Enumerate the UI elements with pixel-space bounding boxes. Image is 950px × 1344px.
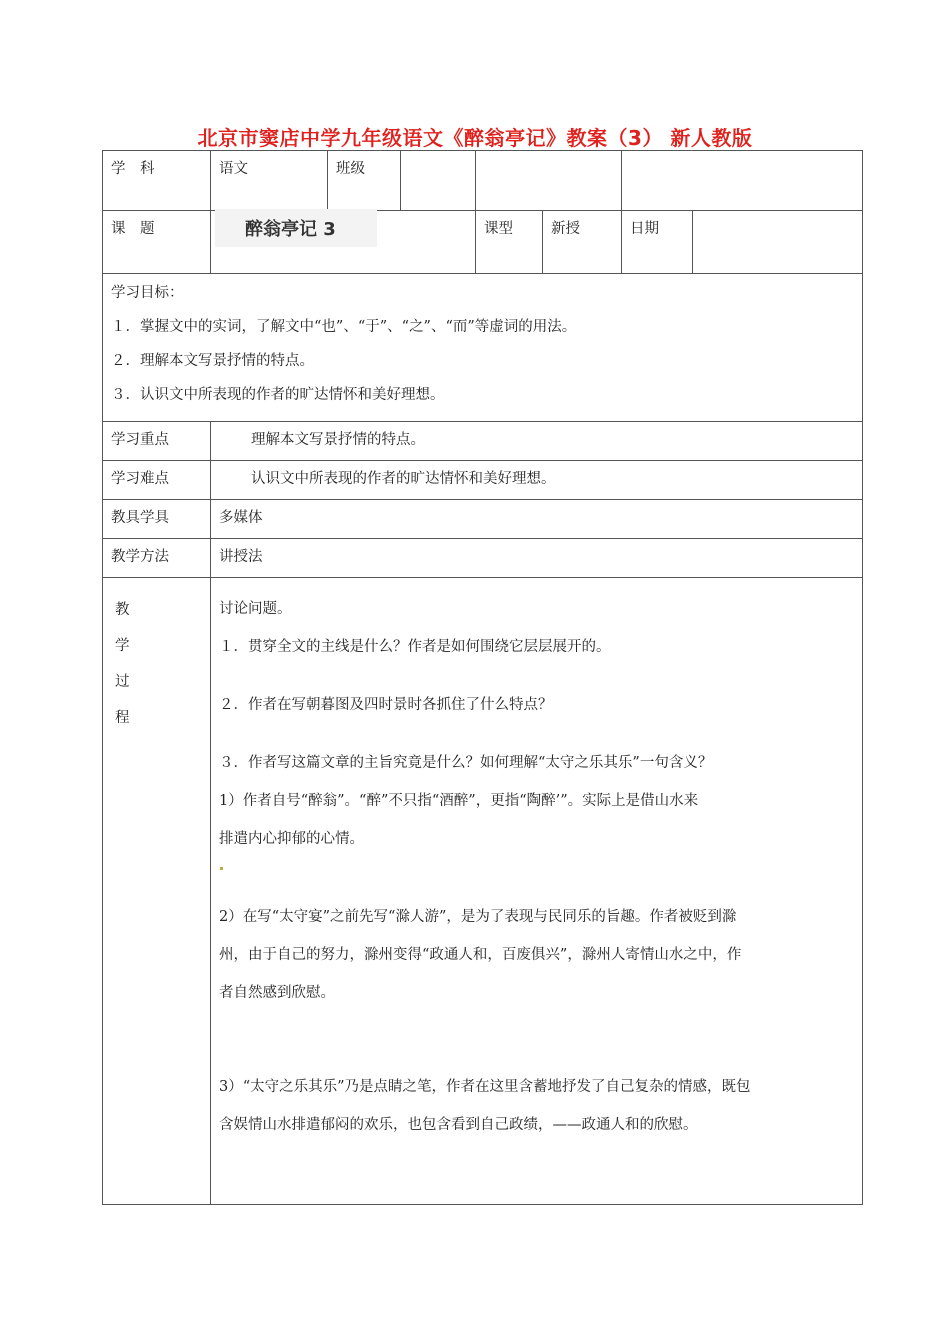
answer-2-line: 者自然感到欣慰。	[219, 985, 335, 1001]
blank-cell	[622, 151, 863, 211]
topic-image: 醉翁亭记 3	[215, 209, 377, 247]
topic-cell	[211, 211, 476, 274]
grade-value	[401, 151, 476, 211]
focus-row	[103, 422, 863, 461]
tools-row	[103, 500, 863, 539]
header-row-2	[103, 211, 863, 274]
focus-value: 理解本文写景抒情的特点。	[211, 422, 863, 461]
process-label-char: 程	[115, 710, 130, 726]
focus-label: 学习重点	[103, 422, 211, 461]
answer-3-line: 3）“太守之乐其乐”乃是点睛之笔，作者在这里含蓄地抒发了自己复杂的情感，既包	[219, 1079, 751, 1095]
method-label: 教学方法	[103, 539, 211, 578]
process-label-char: 学	[115, 638, 130, 654]
subject-label: 学 科	[103, 151, 211, 211]
speck-mark	[220, 867, 223, 870]
blank-cell	[476, 151, 622, 211]
answer-2-line: 州，由于自己的努力，滁州变得“政通人和，百废俱兴”，滁州人寄情山水之中，作	[219, 947, 742, 963]
page-title: 北京市窦店中学九年级语文《醉翁亭记》教案（3） 新人教版	[197, 126, 753, 150]
answer-1-line: 1）作者自号“醉翁”。“醉”不只指“酒醉”，更指“陶醉’”。实际上是借山水来	[219, 793, 699, 809]
question-3: ３．作者写这篇文章的主旨究竟是什么？如何理解“太守之乐其乐”一句含义？	[219, 755, 713, 771]
type-label: 课型	[476, 211, 543, 274]
grade-label: 班级	[328, 151, 401, 211]
tools-label: 教具学具	[103, 500, 211, 539]
difficulty-row	[103, 461, 863, 500]
process-label-char: 教	[115, 602, 130, 618]
objectives-label: 学习目标：	[111, 285, 184, 301]
method-row	[103, 539, 863, 578]
objective-item: ３．认识文中所表现的作者的旷达情怀和美好理想。	[111, 387, 445, 403]
header-row-1	[103, 151, 863, 211]
difficulty-value: 认识文中所表现的作者的旷达情怀和美好理想。	[211, 461, 863, 500]
question-2: ２．作者在写朝暮图及四时景时各抓住了什么特点？	[219, 697, 553, 713]
objective-item: １．掌握文中的实词，了解文中“也”、“于”、“之”、“而”等虚词的用法。	[111, 319, 577, 335]
objectives-cell	[103, 274, 863, 422]
type-value: 新授	[543, 211, 622, 274]
process-label-char: 过	[115, 674, 130, 690]
topic-label: 课 题	[103, 211, 211, 274]
process-content	[211, 578, 863, 1205]
lesson-plan-table	[102, 150, 863, 1205]
answer-1-line: 排遣内心抑郁的心情。	[219, 831, 364, 847]
objectives-row	[103, 274, 863, 422]
date-label: 日期	[622, 211, 693, 274]
discussion-intro: 讨论问题。	[219, 601, 292, 617]
difficulty-label: 学习难点	[103, 461, 211, 500]
process-row	[103, 578, 863, 1205]
objective-item: ２．理解本文写景抒情的特点。	[111, 353, 314, 369]
process-label	[103, 578, 211, 1205]
answer-2-line: 2）在写“太守宴”之前先写“滁人游”，是为了表现与民同乐的旨趣。作者被贬到滁	[219, 909, 737, 925]
question-1: １．贯穿全文的主线是什么？作者是如何围绕它层层展开的。	[219, 639, 611, 655]
method-value: 讲授法	[211, 539, 863, 578]
answer-3-line: 含娱情山水排遣郁闷的欢乐，也包含看到自己政绩，——政通人和的欣慰。	[219, 1117, 698, 1133]
tools-value: 多媒体	[211, 500, 863, 539]
subject-value: 语文	[211, 151, 328, 211]
date-value	[693, 211, 863, 274]
